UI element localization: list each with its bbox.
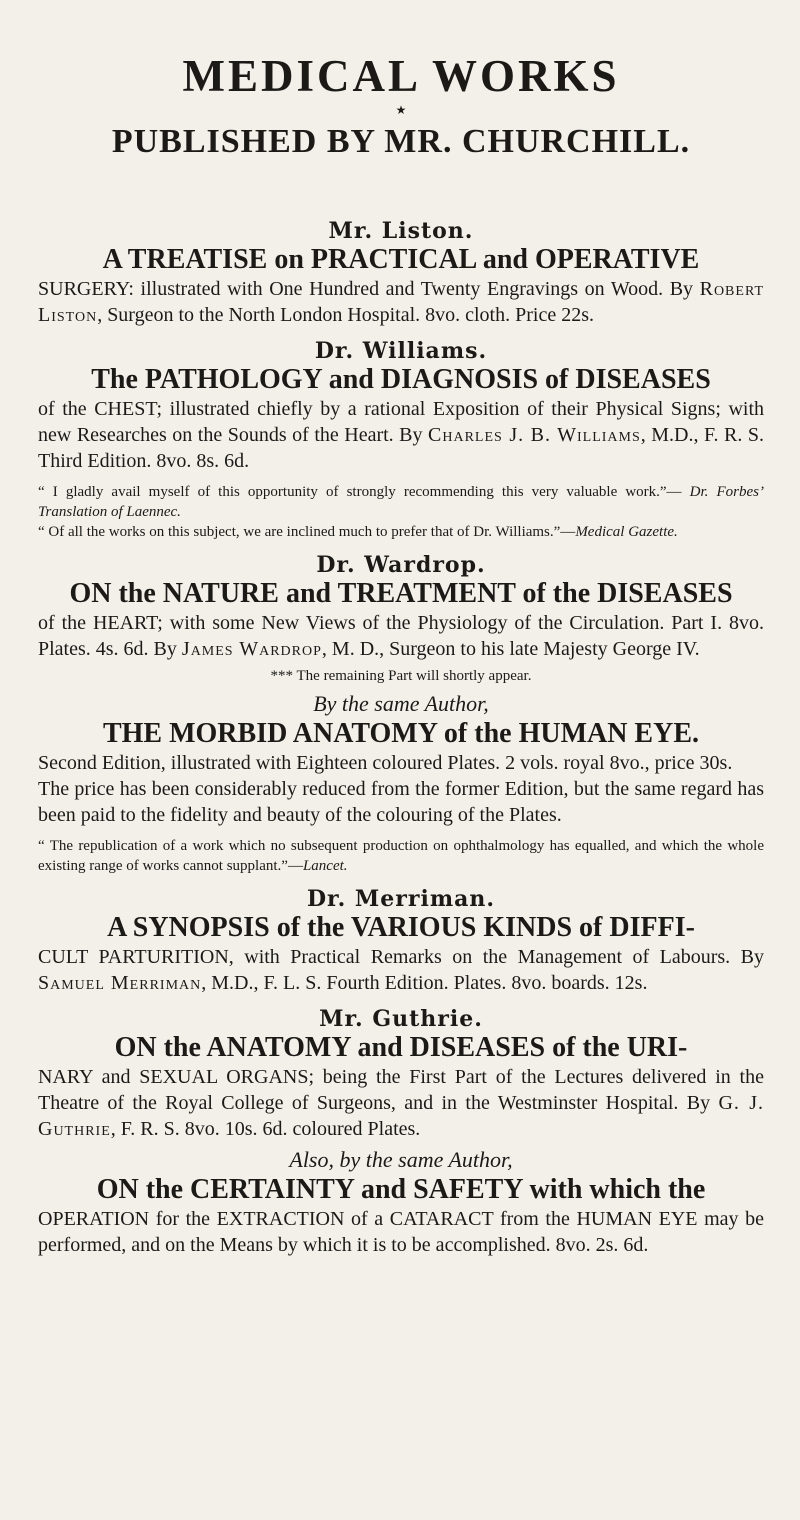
- entry-body: [38, 396, 764, 474]
- entry-merriman: [38, 886, 764, 996]
- review-quote: [38, 522, 764, 542]
- entry-body: [38, 750, 764, 828]
- entry-text: The price has been considerably reduced from the former Edition, but the same regard has been paid to the fidelity and beauty of the colouring of the Plates.: [38, 778, 764, 826]
- entry-title: A TREATISE on PRACTICAL and OPERATIVE: [102, 244, 700, 275]
- entry-title: ON the NATURE and TREATMENT of the DISEASES: [69, 578, 733, 609]
- entry-text: SURGERY: illustrated with One Hundred and Twenty Engravings on Wood. By: [38, 278, 700, 300]
- entry-williams: [38, 338, 764, 542]
- entry-text: of the CHEST; illustrated chiefly by a rational Exposition of their Physical Signs; with new Researches on the Sounds of the Heart. By: [38, 398, 764, 446]
- entry-liston: [38, 218, 764, 328]
- entry-text: of the HEART; with some New Views of the Physiology of the Circulation. Part I. 8vo. Plates. 4s. 6d. By: [38, 612, 764, 660]
- entry-text: Second Edition, illustrated with Eighteen coloured Plates. 2 vols. royal 8vo., price 30s.: [38, 752, 733, 774]
- entry-text: , Surgeon to the North London Hospital. 8vo. cloth. Price 22s.: [97, 304, 594, 326]
- entry-title: ON the ANATOMY and DISEASES of the URI-: [114, 1032, 688, 1063]
- same-author-heading: By the same Author,: [313, 691, 489, 716]
- author-name: Robert Liston: [38, 278, 764, 326]
- entry-text: , M.D., F. R. S. Third Edition. 8vo. 8s. 6d.: [38, 424, 765, 472]
- entry-text: OPERATION for the EXTRACTION of a CATARACT from the HUMAN EYE may be performed, and on the Means by which it is to be accomplished. 8vo. 2s. 6d.: [38, 1208, 764, 1256]
- quote-source: Dr. Forbes’ Translation of Laennec.: [38, 484, 764, 520]
- entry-wardrop: [38, 552, 764, 686]
- entry-text: CULT PARTURITION, with Practical Remarks on the Management of Labours. By: [38, 946, 764, 968]
- entry-title: A SYNOPSIS of the VARIOUS KINDS of DIFFI-: [107, 912, 695, 943]
- entry-title: THE MORBID ANATOMY of the HUMAN EYE.: [102, 718, 700, 749]
- same-author-heading: Also, by the same Author,: [289, 1147, 513, 1172]
- entry-body: [38, 1064, 764, 1142]
- entry-body: [38, 276, 764, 328]
- author-heading: Mr. Guthrie.: [319, 1006, 483, 1032]
- page-title: MEDICAL WORKS: [182, 51, 620, 101]
- review-quote: [38, 836, 764, 876]
- quote-text: “ I gladly avail myself of this opportunity of strongly recommending this very valuable work.”—: [38, 484, 690, 500]
- entry-guthrie: [38, 1006, 764, 1142]
- quote-text: “ Of all the works on this subject, we are inclined much to prefer that of Dr. Williams.”—: [38, 524, 576, 540]
- author-heading: Dr. Merriman.: [306, 886, 496, 912]
- entry-cataract: [38, 1146, 764, 1258]
- entry-body: [38, 610, 764, 662]
- quote-source: Medical Gazette.: [575, 524, 678, 540]
- author-heading: Dr. Wardrop.: [316, 552, 486, 578]
- author-name: G. J. Guthrie: [38, 1092, 765, 1140]
- entry-text: NARY and SEXUAL ORGANS; being the First Part of the Lectures delivered in the Theatre of the Royal College of Surgeons, and in the Westminster Hospital. By: [38, 1066, 764, 1114]
- entry-title: ON the CERTAINTY and SAFETY with which the: [96, 1174, 706, 1205]
- entry-body: [38, 944, 764, 996]
- entry-text: , M. D., Surgeon to his late Majesty George IV.: [321, 638, 700, 660]
- review-quote: [38, 482, 764, 522]
- author-heading: Mr. Liston.: [328, 218, 474, 244]
- quote-source: Lancet.: [302, 858, 348, 874]
- entry-text: , F. R. S. 8vo. 10s. 6d. coloured Plates.: [110, 1118, 421, 1140]
- author-name: Charles J. B. Williams: [428, 424, 641, 446]
- publisher-subtitle: PUBLISHED BY MR. CHURCHILL.: [111, 123, 691, 160]
- publication-note: *** The remaining Part will shortly appear.: [270, 668, 532, 684]
- entry-text: , M.D., F. L. S. Fourth Edition. Plates. 8vo. boards. 12s.: [201, 972, 648, 994]
- entry-title: The PATHOLOGY and DIAGNOSIS of DISEASES: [91, 364, 711, 395]
- author-name: Samuel Merriman: [38, 972, 202, 994]
- entry-morbid-anatomy: [38, 690, 764, 876]
- star-ornament-icon: ★: [395, 103, 407, 117]
- entry-body: [38, 1206, 764, 1258]
- quote-text: “ The republication of a work which no subsequent production on ophthalmology has equalled, and which the whole existing range of works cannot supplant.”—: [38, 838, 764, 874]
- author-name: James Wardrop: [181, 638, 322, 660]
- author-heading: Dr. Williams.: [314, 338, 488, 364]
